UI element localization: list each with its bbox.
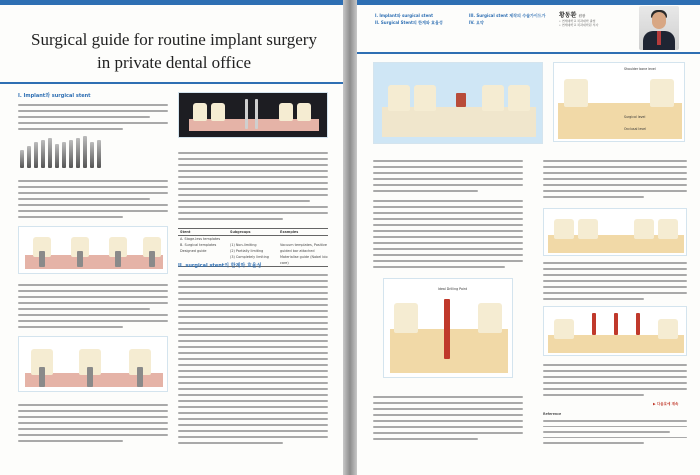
author-role: • 연세대학교 치과대학원 석사	[559, 23, 599, 27]
label-shoulder: Shoulder bone level	[624, 67, 656, 71]
body-text-r-col2-c	[543, 364, 687, 400]
table-cell: Materialise guide (Nobel bio care)	[280, 255, 328, 265]
toc-item: III. Surgical stent 제작의 수술가이드가	[469, 13, 546, 18]
body-text-col1-c	[18, 284, 168, 332]
left-page	[0, 0, 343, 475]
teeth-cast-figure-1	[543, 208, 687, 256]
reference-title: Reference	[543, 412, 562, 416]
label-occlusal: Occlusal level	[624, 127, 647, 131]
reference-list	[543, 420, 687, 448]
article-title	[24, 28, 324, 74]
stent-teeth-photo	[178, 92, 328, 138]
teeth-cast-figure-2	[543, 306, 687, 356]
body-text-col2-a	[178, 152, 328, 224]
label-surgical: Surgical level	[624, 115, 646, 119]
title-rule	[0, 82, 343, 84]
table-cell: A. Stage-less templates	[180, 237, 221, 241]
implant-drill-figure	[20, 136, 101, 168]
table-cell: (1) Non-limiting	[230, 243, 257, 247]
body-text-r-col2-b	[543, 262, 687, 304]
table-header-cell: Examples	[280, 230, 299, 234]
section-heading-1: I. Implant와 surgical stent	[18, 93, 91, 99]
table-cell: (3) Completely limiting	[230, 255, 269, 259]
implant-angle-figure	[18, 336, 168, 392]
table-cell: Designed guide	[180, 249, 207, 253]
toc-item: I. Implant와 surgical stent	[375, 13, 434, 18]
table-of-contents-2	[469, 12, 545, 26]
right-page	[357, 0, 700, 475]
teeth-model-photo	[373, 62, 543, 144]
author-photo	[639, 6, 679, 50]
ideal-drilling-figure	[383, 278, 513, 378]
author-role: • 연세대학교 치과대학 졸업	[559, 19, 596, 23]
table-of-contents	[375, 12, 443, 26]
toc-item: IV. 요약	[469, 20, 484, 25]
toc-item: II. Surgical Stent의 한계와 효율성	[375, 20, 443, 25]
table-cell: B. Surgical templates	[180, 243, 217, 247]
body-text-r-col1-c	[373, 396, 523, 444]
body-text-col2-b	[178, 274, 328, 448]
page-gutter	[343, 0, 357, 475]
title-line-2: in private dental office	[96, 53, 252, 72]
author-suffix: 원장	[578, 14, 586, 18]
table-cell: Vacuum templates, Positive	[280, 243, 327, 247]
table-header-cell: Stent	[180, 230, 191, 234]
table-cell: guided bar attached	[280, 249, 315, 253]
top-accent-bar	[0, 0, 343, 5]
body-text-r-col1-a	[373, 160, 523, 196]
table-cell: (2) Partially limiting	[230, 249, 264, 253]
table-header-cell: Subgroups	[230, 230, 251, 234]
body-text-r-col2-a	[543, 160, 687, 202]
header-rule	[357, 52, 700, 54]
title-line-1: Surgical guide for routine implant surgery	[31, 30, 317, 49]
table-header-row	[178, 229, 328, 236]
body-text-r-col1-b	[373, 200, 523, 272]
body-text-col1-d	[18, 404, 168, 446]
bone-level-diagram	[553, 62, 685, 142]
body-text-col1-b	[18, 180, 168, 222]
implant-placement-figure	[18, 226, 168, 274]
section-heading-2: II. surgical stent의 한계와 효율성	[178, 263, 262, 269]
author-name: 황동환	[559, 12, 577, 19]
author-info	[559, 10, 598, 27]
top-accent-bar	[357, 0, 700, 5]
label-ideal-drilling: Ideal Drilling Point	[438, 287, 468, 291]
continued-next-issue: ▶ 다음호에 계속	[653, 402, 679, 406]
body-text-col1-a	[18, 104, 168, 134]
